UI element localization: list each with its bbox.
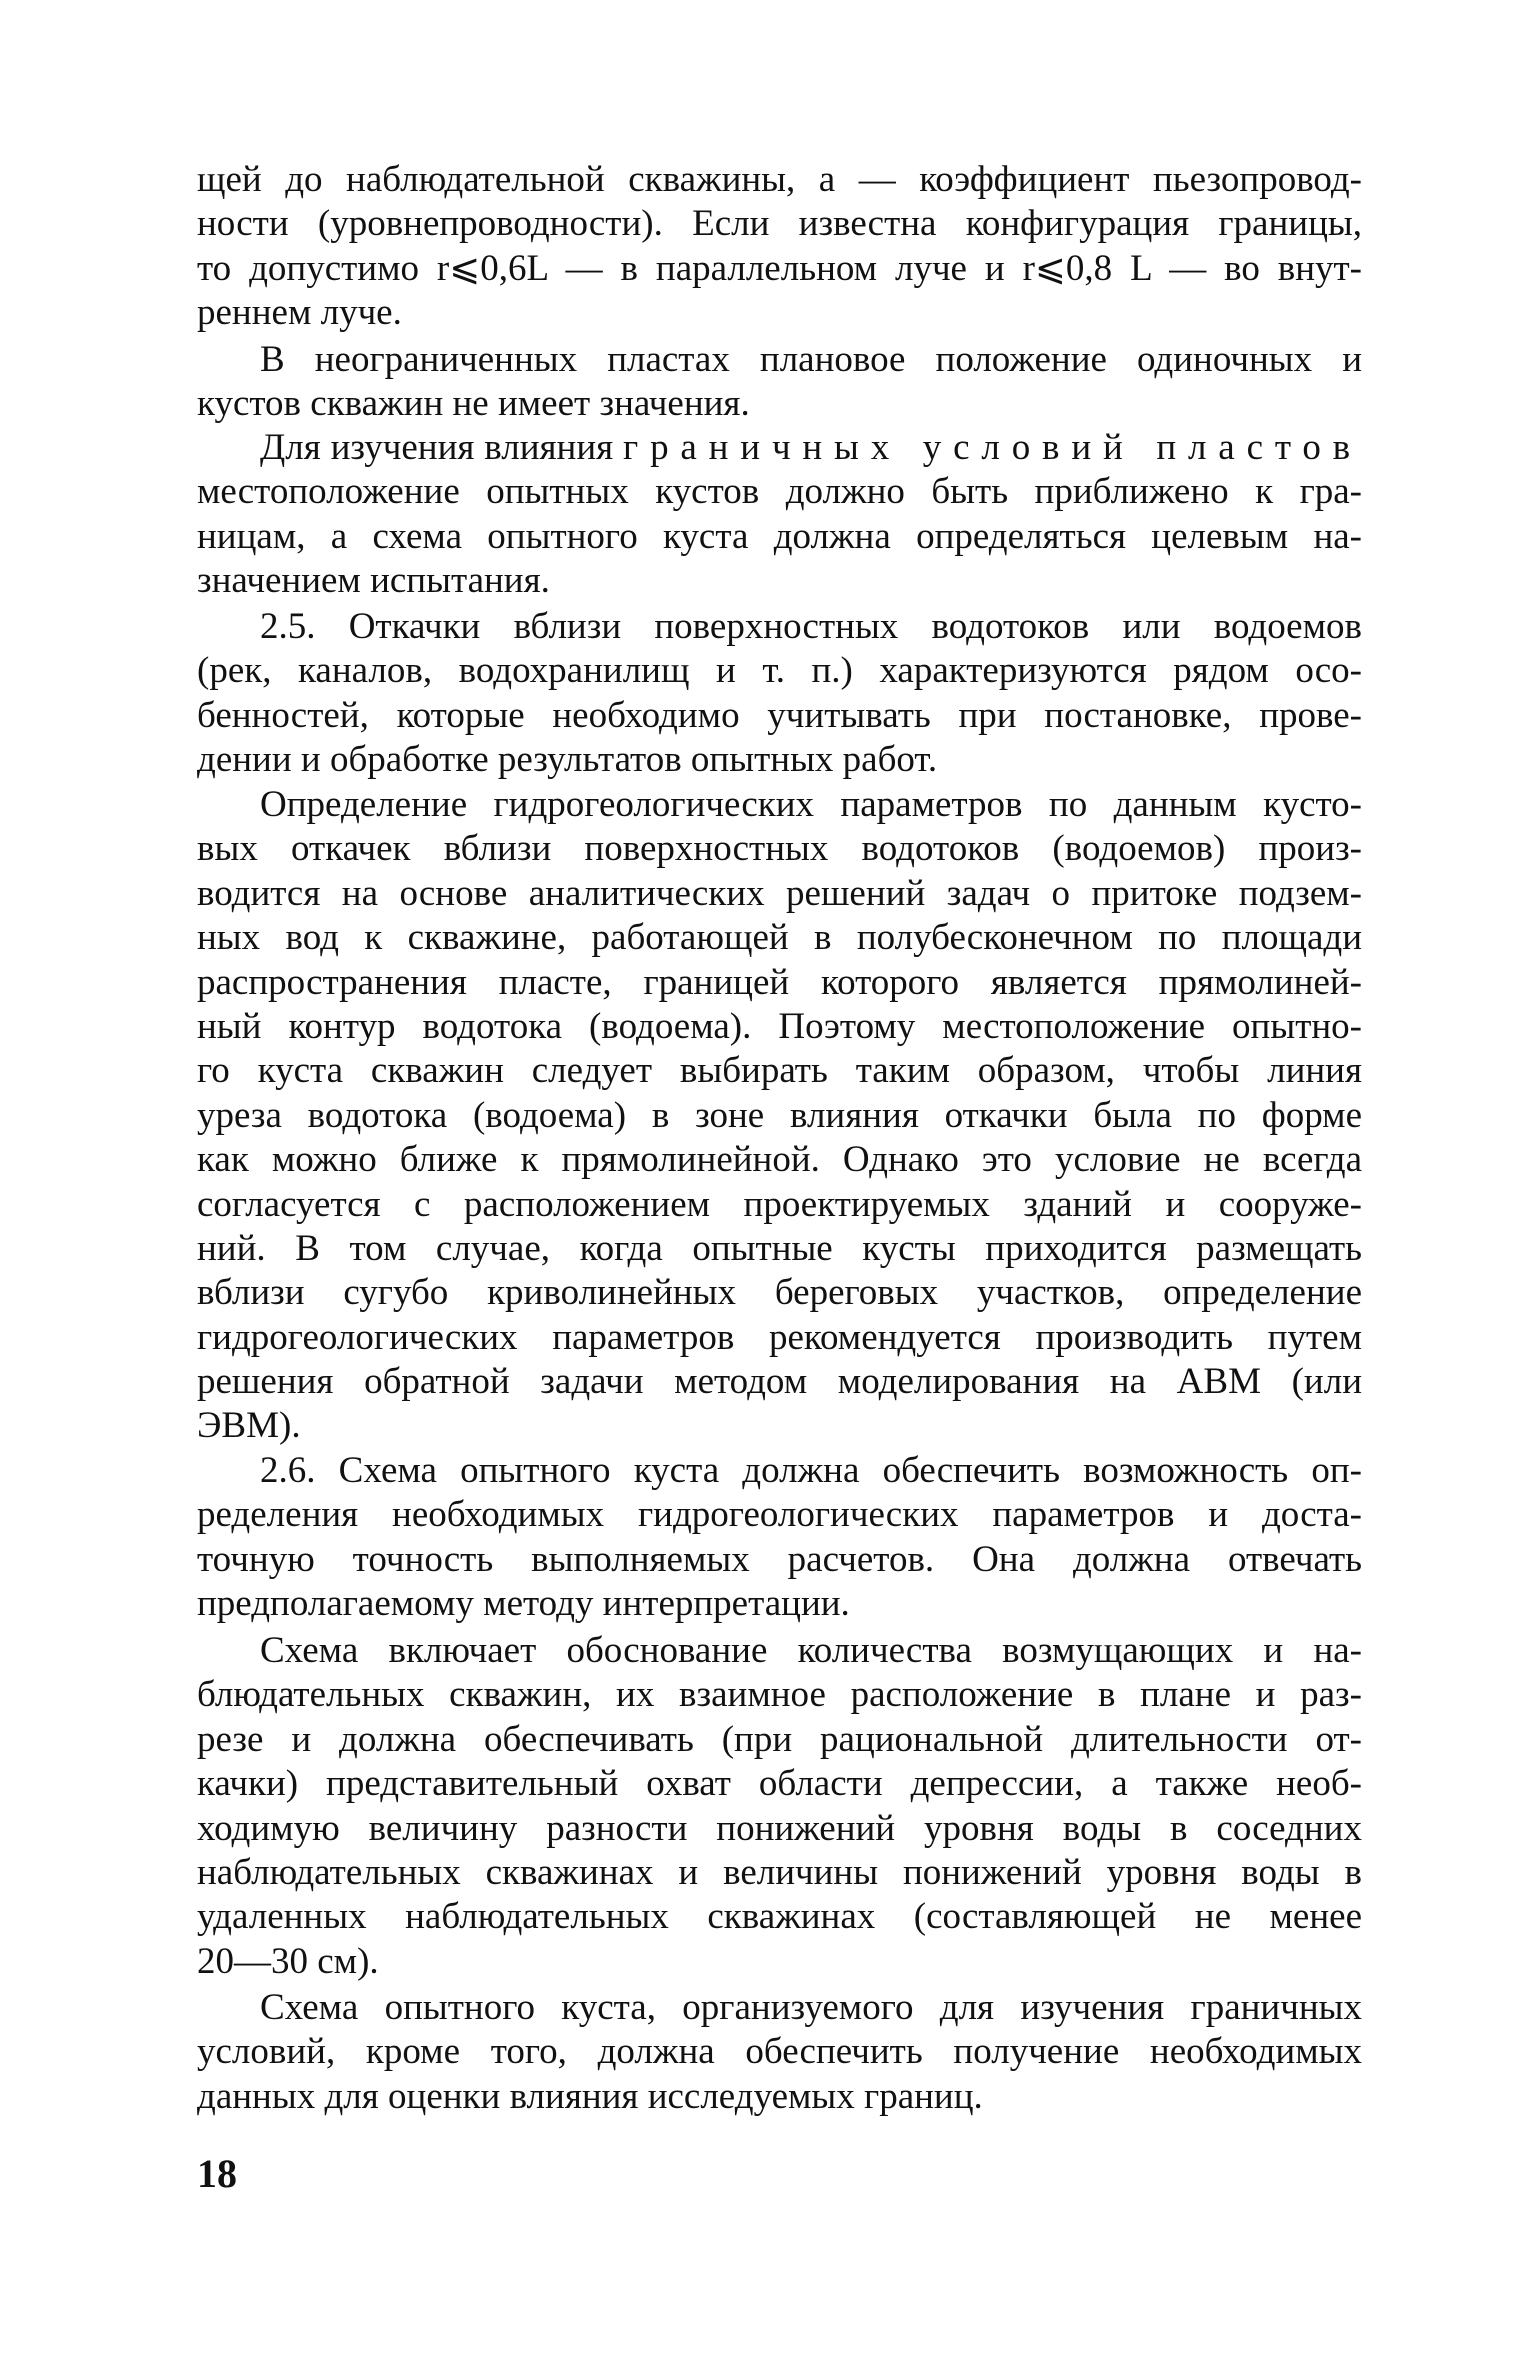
text-line: решения обратной задачи методом моделирования на АВМ (или [197, 1361, 1362, 1403]
paragraph [197, 1629, 1362, 1984]
text-line: 2.5. Откачки вблизи поверхностных водотоков или водоемов [260, 606, 1362, 647]
text-line: резе и должна обеспечивать (при рациональной длительности от- [197, 1718, 1362, 1760]
paragraph [197, 158, 1362, 336]
text-line: (рек, каналов, водохранилищ и т. п.) характеризуются рядом осо- [197, 650, 1362, 692]
page-number: 18 [197, 2151, 237, 2196]
text-line [197, 426, 1362, 470]
text-line: распространения пласте, границей которого является прямолиней- [197, 961, 1362, 1003]
text-line: 2.6. Схема опытного куста должна обеспечить возможность оп- [260, 1450, 1362, 1491]
text-line: Схема включает обоснование количества возмущающих и на- [260, 1630, 1362, 1671]
text-line: гидрогеологических параметров рекомендуется производить путем [197, 1316, 1362, 1358]
text-line: кустов скважин не имеет значения. [197, 383, 750, 425]
paragraph [197, 605, 1362, 783]
text-line: согласуется с расположением проектируемых зданий и сооруже- [197, 1183, 1362, 1225]
text-line: ный контур водотока (водоема). Поэтому местоположение опытно- [197, 1005, 1362, 1047]
text-line: ний. В том случае, когда опытные кусты приходится размещать [197, 1227, 1362, 1269]
text-line: го куста скважин следует выбирать таким образом, чтобы линия [197, 1050, 1362, 1092]
text-line: вых откачек вблизи поверхностных водотоков (водоемов) произ- [197, 828, 1362, 870]
text-line: уреза водотока (водоема) в зоне влияния откачки была по форме [197, 1094, 1362, 1136]
text-line: точную точность выполняемых расчетов. Она должна отвечать [197, 1538, 1362, 1580]
text-line: реннем луче. [197, 292, 402, 334]
text-line: условий, кроме того, должна обеспечить получение необходимых [197, 2031, 1362, 2073]
text-line: ределения необходимых гидрогеологических параметров и доста- [197, 1494, 1362, 1536]
text-line: блюдательных скважин, их взаимное расположение в плане и раз- [197, 1674, 1362, 1716]
text-line: ницам, а схема опытного куста должна определяться целевым на- [197, 515, 1362, 557]
text-line: дении и обработке результатов опытных работ. [197, 739, 938, 781]
text-line: В неограниченных пластах плановое положение одиночных и [260, 339, 1362, 380]
spaced-emphasis-text: граничных условий пластов [623, 427, 1362, 468]
paragraph [197, 1986, 1362, 2119]
text-line: наблюдательных скважинах и величины понижений уровня воды в [197, 1851, 1362, 1893]
text-segment: Для изучения влияния [260, 427, 624, 468]
text-line: Определение гидрогеологических параметров по данным кусто- [260, 784, 1362, 825]
text-line: значением испытания. [197, 560, 550, 602]
text-line: удаленных наблюдательных скважинах (составляющей не менее [197, 1896, 1362, 1938]
text-line: то допустимо r⩽0,6L — в параллельном луче и r⩽0,8 L — во внут- [197, 247, 1362, 289]
text-line: данных для оценки влияния исследуемых границ. [197, 2075, 983, 2117]
text-line: местоположение опытных кустов должно быть приближено к гра- [197, 471, 1362, 513]
text-line: ходимую величину разности понижений уровня воды в соседних [197, 1807, 1362, 1849]
text-line: Схема опытного куста, организуемого для изучения граничных [260, 1987, 1362, 2028]
paragraph [197, 426, 1362, 604]
text-line: вблизи сугубо криволинейных береговых участков, определение [197, 1272, 1362, 1314]
text-line: щей до наблюдательной скважины, a — коэффициент пьезопровод- [197, 159, 1362, 200]
text-line: 20—30 см). [197, 1940, 379, 1982]
paragraph [197, 338, 1362, 427]
paragraph [197, 783, 1362, 1449]
text-line: ности (уровнепроводности). Если известна конфигурация границы, [197, 203, 1362, 245]
text-line: как можно ближе к прямолинейной. Однако это условие не всегда [197, 1139, 1362, 1181]
text-line: ных вод к скважине, работающей в полубесконечном по площади [197, 917, 1362, 959]
text-line: водится на основе аналитических решений задач о притоке подзем- [197, 872, 1362, 914]
text-line: предполагаемому методу интерпретации. [197, 1583, 850, 1625]
text-line: качки) представительный охват области депрессии, а также необ- [197, 1763, 1362, 1805]
paragraph [197, 1449, 1362, 1627]
text-line: ЭВМ). [197, 1405, 301, 1447]
text-line: бенностей, которые необходимо учитывать при постановке, прове- [197, 694, 1362, 736]
